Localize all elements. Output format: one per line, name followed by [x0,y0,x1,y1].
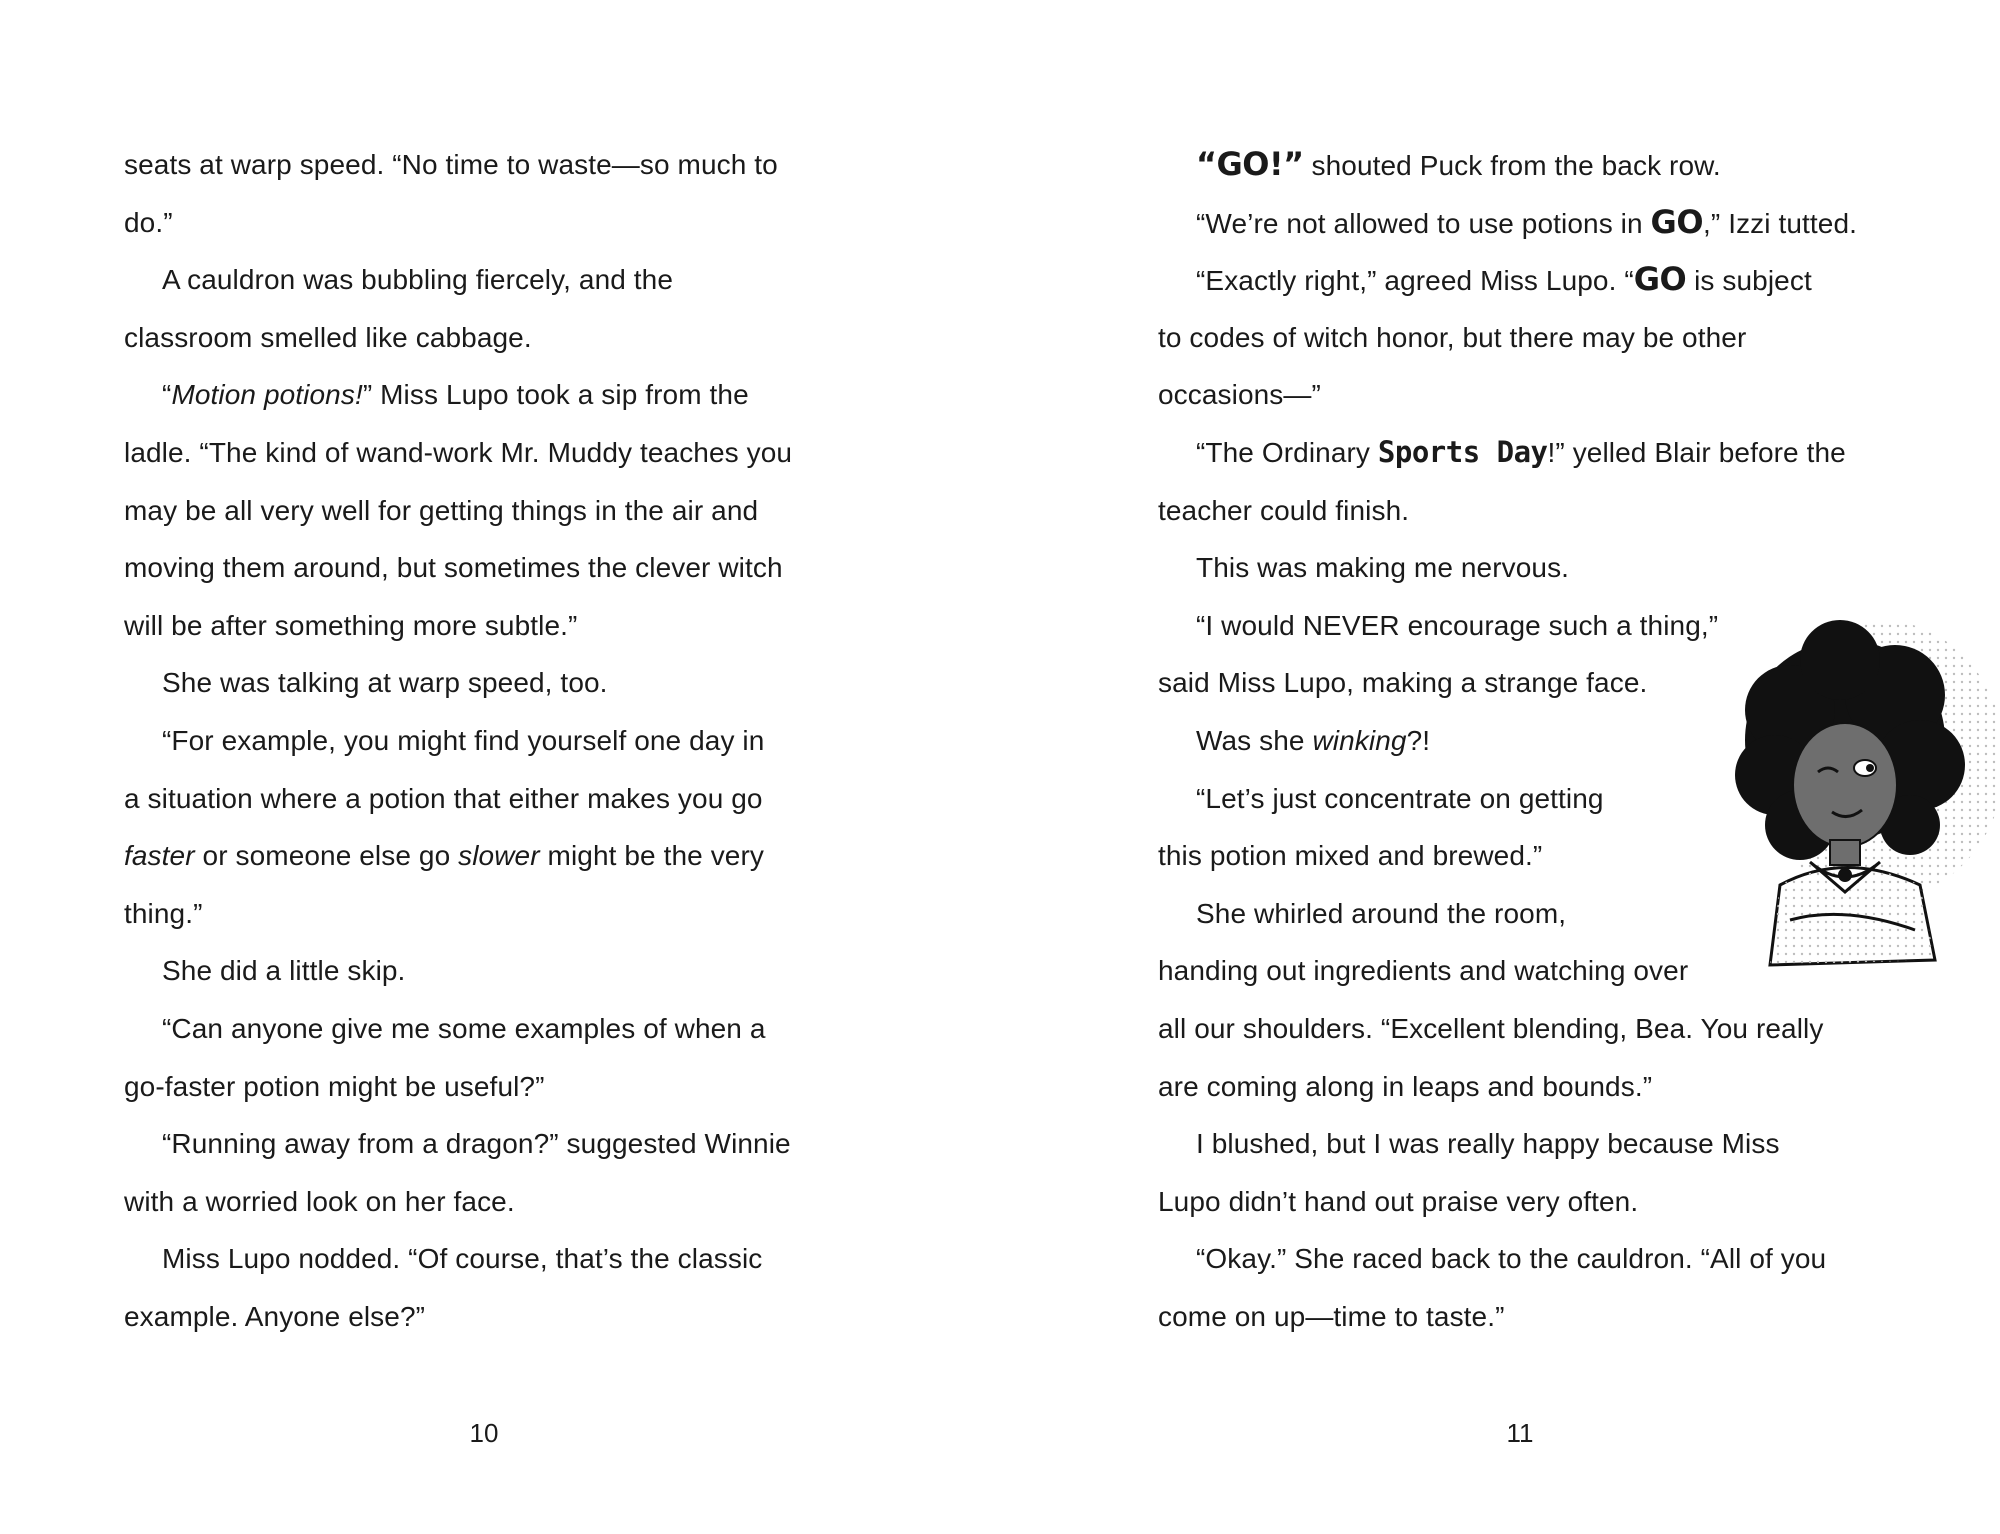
text-line: She did a little skip. [162,955,406,987]
text-line: “I would NEVER encourage such a thing,” [1196,609,1719,641]
text-line: handing out ingredients and watching over [1158,955,1689,987]
text-line: thing.” [124,897,203,929]
text-line: Was she winking?! [1196,724,1431,756]
text-line: teacher could finish. [1158,494,1410,526]
text-line: She was talking at warp speed, too. [162,667,608,699]
text-line: occasions—” [1158,379,1321,411]
text-line: ladle. “The kind of wand-work Mr. Muddy teaches you [124,436,793,468]
text-line: go-faster potion might be useful?” [124,1070,545,1102]
right-page [1000,0,2000,1534]
text-line: a situation where a potion that either makes you go [124,782,763,814]
text-line: classroom smelled like cabbage. [124,321,532,353]
text-line: “We’re not allowed to use potions in GO,” Izzi tutted. [1196,202,1858,241]
text-line: said Miss Lupo, making a strange face. [1158,667,1648,699]
text-line: do.” [124,206,173,238]
text-line: may be all very well for getting things in the air and [124,494,759,526]
text-line: this potion mixed and brewed.” [1158,840,1543,872]
text-line: “Let’s just concentrate on getting [1196,782,1604,814]
text-line: all our shoulders. “Excellent blending, Bea. You really [1158,1012,1824,1044]
text-line: “Can anyone give me some examples of when a [162,1012,766,1044]
page-number: 10 [469,1418,499,1448]
text-line: I blushed, but I was really happy because Miss [1196,1128,1780,1160]
miss-lupo-winking-illustration-icon [1680,600,2000,970]
page-number: 11 [1506,1418,1534,1448]
text-line: Miss Lupo nodded. “Of course, that’s the classic [162,1243,763,1275]
text-line: “Okay.” She raced back to the cauldron. “All of you [1196,1243,1827,1275]
text-line: seats at warp speed. “No time to waste—so much to [124,149,778,180]
text-line: “For example, you might find yourself one day in [162,724,765,756]
text-line: “Exactly right,” agreed Miss Lupo. “GO is subject [1196,260,1812,299]
text-line: example. Anyone else?” [124,1300,426,1332]
left-page-text [124,136,884,1345]
text-line: moving them around, but sometimes the clever witch [124,552,783,584]
text-line: come on up—time to taste.” [1158,1300,1505,1332]
text-line: with a worried look on her face. [124,1185,515,1217]
text-line: “Motion potions!” Miss Lupo took a sip from the [162,379,749,411]
text-line: Lupo didn’t hand out praise very often. [1158,1185,1639,1217]
text-line: to codes of witch honor, but there may be other [1158,321,1747,353]
text-line: She whirled around the room, [1196,897,1567,929]
text-line: A cauldron was bubbling fiercely, and the [162,264,674,296]
text-line: faster or someone else go slower might be the very [124,840,765,872]
text-line: are coming along in leaps and bounds.” [1158,1070,1653,1102]
text-line: This was making me nervous. [1196,552,1570,584]
text-line: “The Ordinary Sports Day!” yelled Blair before the [1196,434,1846,469]
text-line: will be after something more subtle.” [124,609,578,641]
text-line: “Running away from a dragon?” suggested Winnie [162,1128,791,1160]
text-line: “GO!” shouted Puck from the back row. [1196,145,1721,183]
